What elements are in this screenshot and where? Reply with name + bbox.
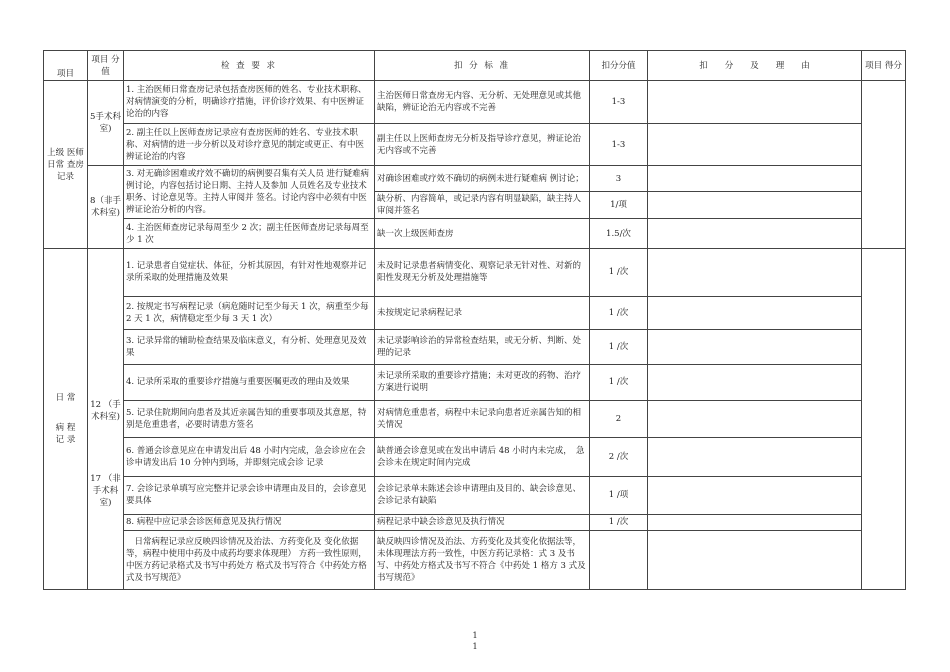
standard-cell: 会诊记录单未陈述会诊申请理由及目的、缺会诊意见、会诊记录有缺陷 [375,477,590,514]
table-row [44,514,906,530]
header-deduction-standard: 扣 分 标 准 [375,51,590,81]
points-cell: 1.5/次 [590,219,648,249]
reason-cell [648,81,862,124]
section2-category-line2: 病 程 [55,423,76,433]
standard-cell: 副主任以上医师查房无分析及指导诊疗意见，辨证论治无内容或不完善 [375,124,590,166]
standard-cell: 缺分析、内容简单，或记录内容有明显缺陷，缺主持人审阅并签名 [375,192,590,219]
reason-cell [648,530,862,589]
standard-cell: 病程记录中缺会诊意见及执行情况 [375,514,590,530]
table-row [44,166,906,192]
standard-cell: 缺一次上级医师查房 [375,219,590,249]
reason-cell [648,477,862,514]
requirement-cell: 8. 病程中应记录会诊医师意见及执行情况 [124,514,375,530]
requirement-cell: 日常病程记录应反映四诊情况及治法、方药变化及 变化依据等，病程中使用中药及中成药均要求体现理） 方药一致性原则，中医方药记录格式及书写中药处方 格式及书写符合《中药处方格式及书写规范》 [124,530,375,589]
table-row [44,296,906,330]
table-row [44,477,906,514]
reason-cell [648,514,862,530]
requirement-cell: 2. 按规定书写病程记录（病危随时记至少每天 1 次，病重至少每 2 天 1 次，病情稳定至少每 3 天 1 次） [124,296,375,330]
table-row [44,364,906,400]
standard-cell: 未记录所采取的重要诊疗措施；未对更改的药物、治疗方案进行说明 [375,364,590,400]
section2-score [88,249,124,590]
header-deduction-value: 扣分分值 [590,51,648,81]
reason-cell [648,400,862,437]
header-score-value: 项目 分值 [88,51,124,81]
points-cell: 1 /次 [590,330,648,365]
section1-score-b: 8（非手术科室) [88,166,124,249]
standard-cell: 缺普通会诊意见或在发出申请后 48 小时内未完成， 急会诊未在规定时间内完成 [375,438,590,477]
header-item: 项目 [44,51,88,81]
requirement-cell: 1. 记录患者自觉症状、体征，分析其原因，有针对性地观察并记录所采取的处理措施及效果 [124,249,375,297]
reason-cell [648,330,862,365]
requirement-cell: 5. 记录住院期间向患者及其近亲属告知的重要事项及其意愿，特别是危重患者，必要时请患方签名 [124,400,375,437]
requirement-cell: 3. 对无确诊困难或疗效不确切的病例要召集有关人员 进行疑难病例讨论，内容包括讨论日期、主持人及参加 人员姓名及专业技术职务、讨论意见等。主持人审阅并 签名。讨论内容中必须有中医辨证论治分析的内容。 [124,166,375,219]
header-requirement: 检 查 要 求 [124,51,375,81]
points-cell: 3 [590,166,648,192]
header-item-score: 项目 得分 [862,51,906,81]
header-row [44,51,906,81]
reason-cell [648,124,862,166]
table-row [44,81,906,124]
section1-score-a: 5手术科室) [88,81,124,166]
reason-cell [648,219,862,249]
standard-cell: 主治医师日常查房无内容、无分析、无处理意见或其他缺陷，辨证论治无内容或不完善 [375,81,590,124]
standard-cell: 缺反映四诊情况及治法、方药变化及其变化依据法等，未体现理法方药一致性，中医方药记录格：式 3 及书写、中药处方格式及书写不符合《中药处 1 格方 3 式及书写规范》 [375,530,590,589]
table-row [44,124,906,166]
section2-score-a: 12 （手术科室) [90,400,121,422]
points-cell: 1 /次 [590,364,648,400]
table-row [44,330,906,365]
section1-category: 上级 医师 日常 查房 记录 [44,81,88,249]
points-cell: 2 [590,400,648,437]
header-deduction-reason: 扣 分 及 理 由 [648,51,862,81]
score-cell [862,81,906,249]
points-cell: 1 /项 [590,477,648,514]
reason-cell [648,192,862,219]
points-cell [590,530,648,589]
table-row [44,219,906,249]
points-cell: 1 /次 [590,296,648,330]
page-number-bottom: 1 [472,642,478,651]
standard-cell: 对确诊困难或疗效不确切的病例未进行疑难病 例讨论； [375,166,590,192]
requirement-cell: 6. 普通会诊意见应在申请发出后 48 小时内完成，急会诊应在会诊申请发出后 10 分钟内到场，并即刻完成会诊 记录 [124,438,375,477]
requirement-cell: 1. 主治医师日常查房记录包括查房医师的姓名、专业技术职称、对病情演变的分析，明确诊疗措施，评价诊疗效果、有中医辨证论治的内容 [124,81,375,124]
requirement-cell: 3. 记录异常的辅助检查结果及临床意义，有分析、处理意见及效果 [124,330,375,365]
section2-category-line1: 日 常 [55,393,76,403]
section2-category-line3: 记 录 [55,435,76,445]
section2-score-b: 17 （非手术科室) [90,474,121,508]
requirement-cell: 4. 主治医师查房记录每周至少 2 次；副主任医师查房记录每周至少 1 次 [124,219,375,249]
standard-cell: 未记录影响诊治的异常检查结果，或无分析、判断、处理的记录 [375,330,590,365]
requirement-cell: 4. 记录所采取的重要诊疗措施与重要医嘱更改的理由及效果 [124,364,375,400]
table-row [44,530,906,589]
standard-cell: 未及时记录患者病情变化、观察记录无针对性、对新的阳性发现无分析及处理措施等 [375,249,590,297]
points-cell: 2 /次 [590,438,648,477]
requirement-cell: 7. 会诊记录单填写应完整并记录会诊申请理由及目的，会诊意见要具体 [124,477,375,514]
points-cell: 1-3 [590,124,648,166]
reason-cell [648,364,862,400]
points-cell: 1-3 [590,81,648,124]
table-row [44,400,906,437]
score-cell [862,249,906,590]
points-cell: 1 /次 [590,249,648,297]
page-number-top: 1 [472,631,478,640]
standard-cell: 对病情危重患者，病程中未记录向患者近亲属告知的相关情况 [375,400,590,437]
points-cell: 1/项 [590,192,648,219]
requirement-cell: 2. 副主任以上医师查房记录应有查房医师的姓名、专业技术职称、对病情的进一步分析以及对诊疗意见的制定或更正、有中医辨证论治的内容 [124,124,375,166]
reason-cell [648,249,862,297]
reason-cell [648,438,862,477]
evaluation-table [43,50,906,590]
table-row [44,438,906,477]
points-cell: 1 /次 [590,514,648,530]
table-row [44,249,906,297]
standard-cell: 未按规定记录病程记录 [375,296,590,330]
reason-cell [648,296,862,330]
section2-category [44,249,88,590]
reason-cell [648,166,862,192]
